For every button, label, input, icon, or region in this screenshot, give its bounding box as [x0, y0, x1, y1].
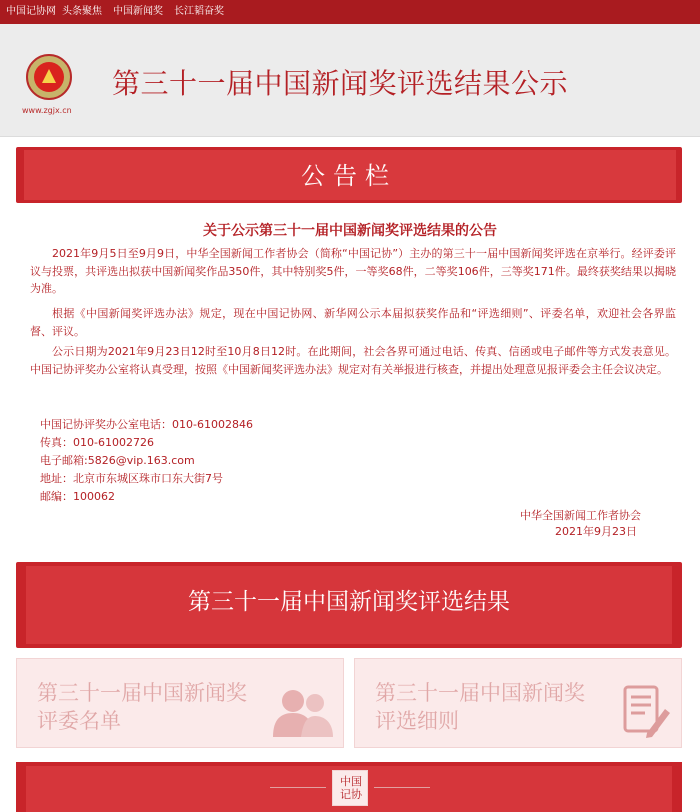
people-icon [271, 683, 335, 739]
page-title: 第三十一届中国新闻奖评选结果公示 [112, 67, 569, 100]
card-rules-line1: 第三十一届中国新闻奖 [375, 681, 585, 705]
document-pen-icon [621, 681, 671, 739]
results-title: 第三十一届中国新闻奖评选结果 [188, 589, 510, 615]
nav-item-zgjx[interactable]: 中国记协网 [6, 6, 56, 17]
bulletin-title: 公告栏 [301, 162, 397, 190]
page-header [0, 24, 700, 137]
contact-address: 地址：北京市东城区珠市口东大街7号 [40, 472, 223, 485]
contact-fax: 传真：010-61002726 [40, 436, 154, 449]
signature-org: 中华全国新闻工作者协会 [520, 509, 641, 522]
card-judges-line1: 第三十一届中国新闻奖 [37, 681, 247, 705]
card-judges-list[interactable] [16, 658, 344, 748]
bulletin-banner [16, 147, 682, 203]
signature-date: 2021年9月23日 [555, 525, 637, 538]
card-judges-line2: 评委名单 [37, 709, 121, 733]
zgjx-small-logo-icon [332, 770, 368, 806]
notice-paragraph-1: 2021年9月5日至9月9日，中华全国新闻工作者协会（简称“中国记协”）主办的第三十一届中国新闻奖评选在京举行。经评委评议与投票，共评选出拟获中国新闻奖作品350件，其中特别奖5件，一等奖68件，二等奖106件，三等奖171件。最终获奖结果以揭晓为准。 [30, 247, 676, 295]
divider-right [374, 787, 430, 788]
zgjx-logo-icon[interactable] [26, 54, 72, 100]
contact-postcode: 邮编：100062 [40, 490, 115, 503]
card-rules-line2: 评选细则 [375, 709, 459, 733]
top-nav-bar [0, 0, 700, 24]
contact-phone: 中国记协评奖办公室电话：010-61002846 [40, 418, 253, 431]
nav-item-changjiang-taofen-award[interactable]: 长江韬奋奖 [174, 6, 224, 17]
notice-paragraph-2: 根据《中国新闻奖评选办法》规定，现在中国记协网、新华网公示本届拟获奖作品和“评选细则”、评委名单，欢迎社会各界监督、评议。 [30, 307, 676, 338]
contact-email: 电子邮箱:5826@vip.163.com [40, 454, 195, 467]
nav-item-china-news-award[interactable]: 中国新闻奖 [113, 6, 163, 17]
notice-title: 关于公示第三十一届中国新闻奖评选结果的公告 [203, 223, 497, 239]
nav-item-headlines[interactable]: 头条聚焦 [62, 6, 102, 17]
logo-url: www.zgjx.cn [22, 106, 72, 115]
small-logo-text: 中国记协 [340, 775, 362, 801]
divider-left [270, 787, 326, 788]
results-banner [16, 562, 682, 648]
card-selection-rules[interactable] [354, 658, 682, 748]
notice-paragraph-3: 公示日期为2021年9月23日12时至10月8日12时。在此期间，社会各界可通过电话、传真、信函或电子邮件等方式发表意见。中国记协评奖办公室将认真受理，按照《中国新闻奖评选办法》规定对有关举报进行核查，并提出处理意见报评委会主任会议决定。 [30, 345, 676, 376]
